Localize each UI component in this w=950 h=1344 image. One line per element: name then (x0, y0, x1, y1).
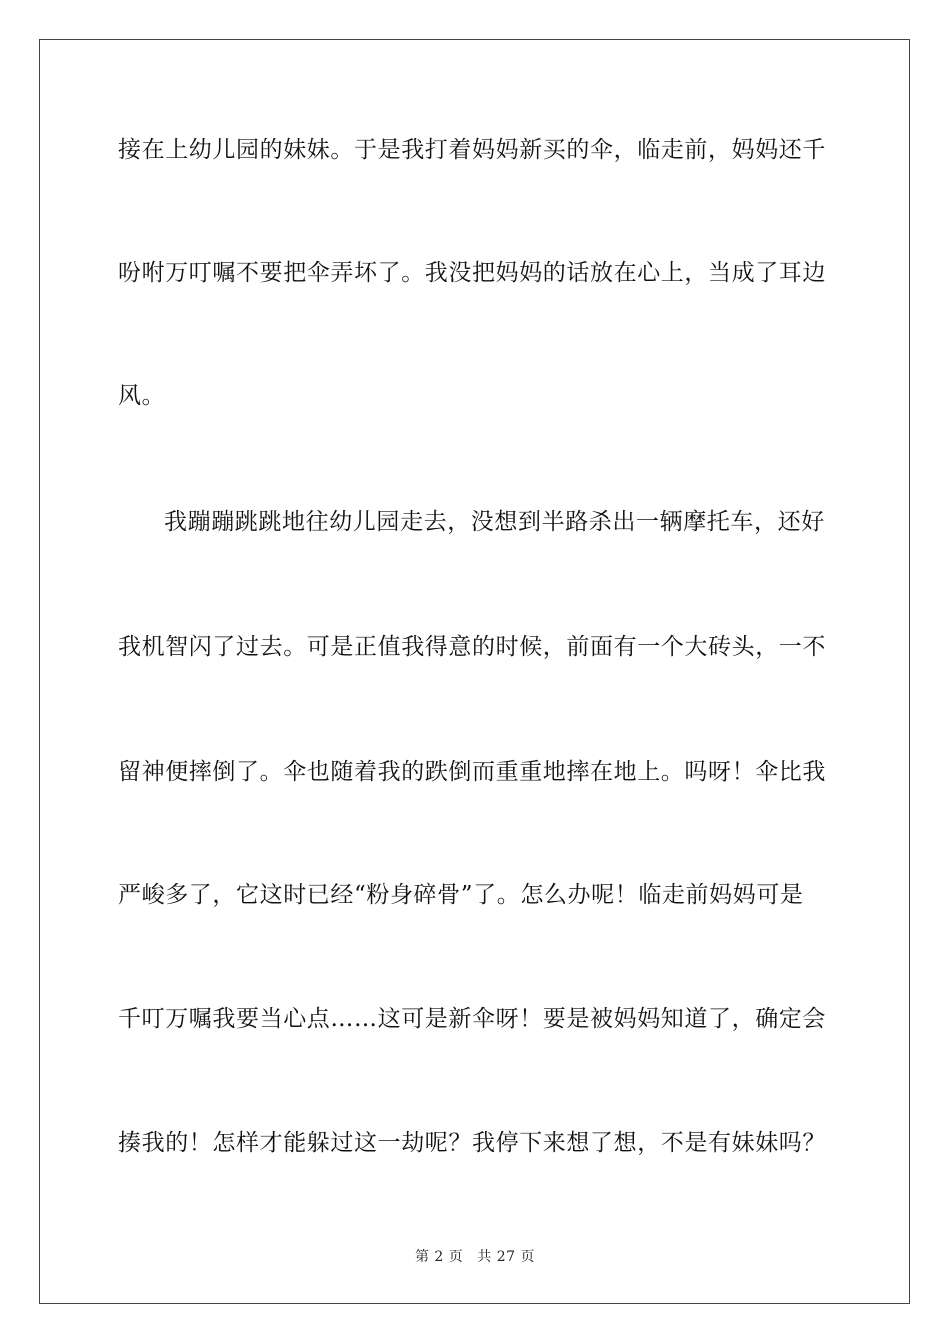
text-line: 接在上幼儿园的妹妹。于是我打着妈妈新买的伞，临走前，妈妈还千 (118, 137, 826, 163)
page-number: 第 2 页 (414, 1249, 464, 1265)
paragraph-start-line: 我蹦蹦跳跳地往幼儿园走去，没想到半路杀出一辆摩托车，还好 (164, 509, 825, 535)
text-line: 严峻多了，它这时已经“粉身碎骨”了。怎么办呢！临走前妈妈可是 (118, 882, 804, 908)
total-pages: 共 27 页 (477, 1249, 536, 1265)
text-line: 揍我的！怎样才能躲过这一劫呢？我停下来想了想，不是有妹妹吗？ (118, 1130, 826, 1156)
page-border (39, 39, 910, 1304)
page-footer (0, 1248, 950, 1266)
text-line: 我机智闪了过去。可是正值我得意的时候，前面有一个大砖头，一不 (118, 634, 826, 660)
text-line: 千叮万嘱我要当心点……这可是新伞呀！要是被妈妈知道了，确定会 (118, 1006, 826, 1032)
text-line: 留神便摔倒了。伞也随着我的跌倒而重重地摔在地上。吗呀！伞比我 (118, 759, 826, 785)
text-line: 风。 (118, 383, 166, 409)
text-line: 吩咐万叮嘱不要把伞弄坏了。我没把妈妈的话放在心上，当成了耳边 (118, 260, 826, 286)
